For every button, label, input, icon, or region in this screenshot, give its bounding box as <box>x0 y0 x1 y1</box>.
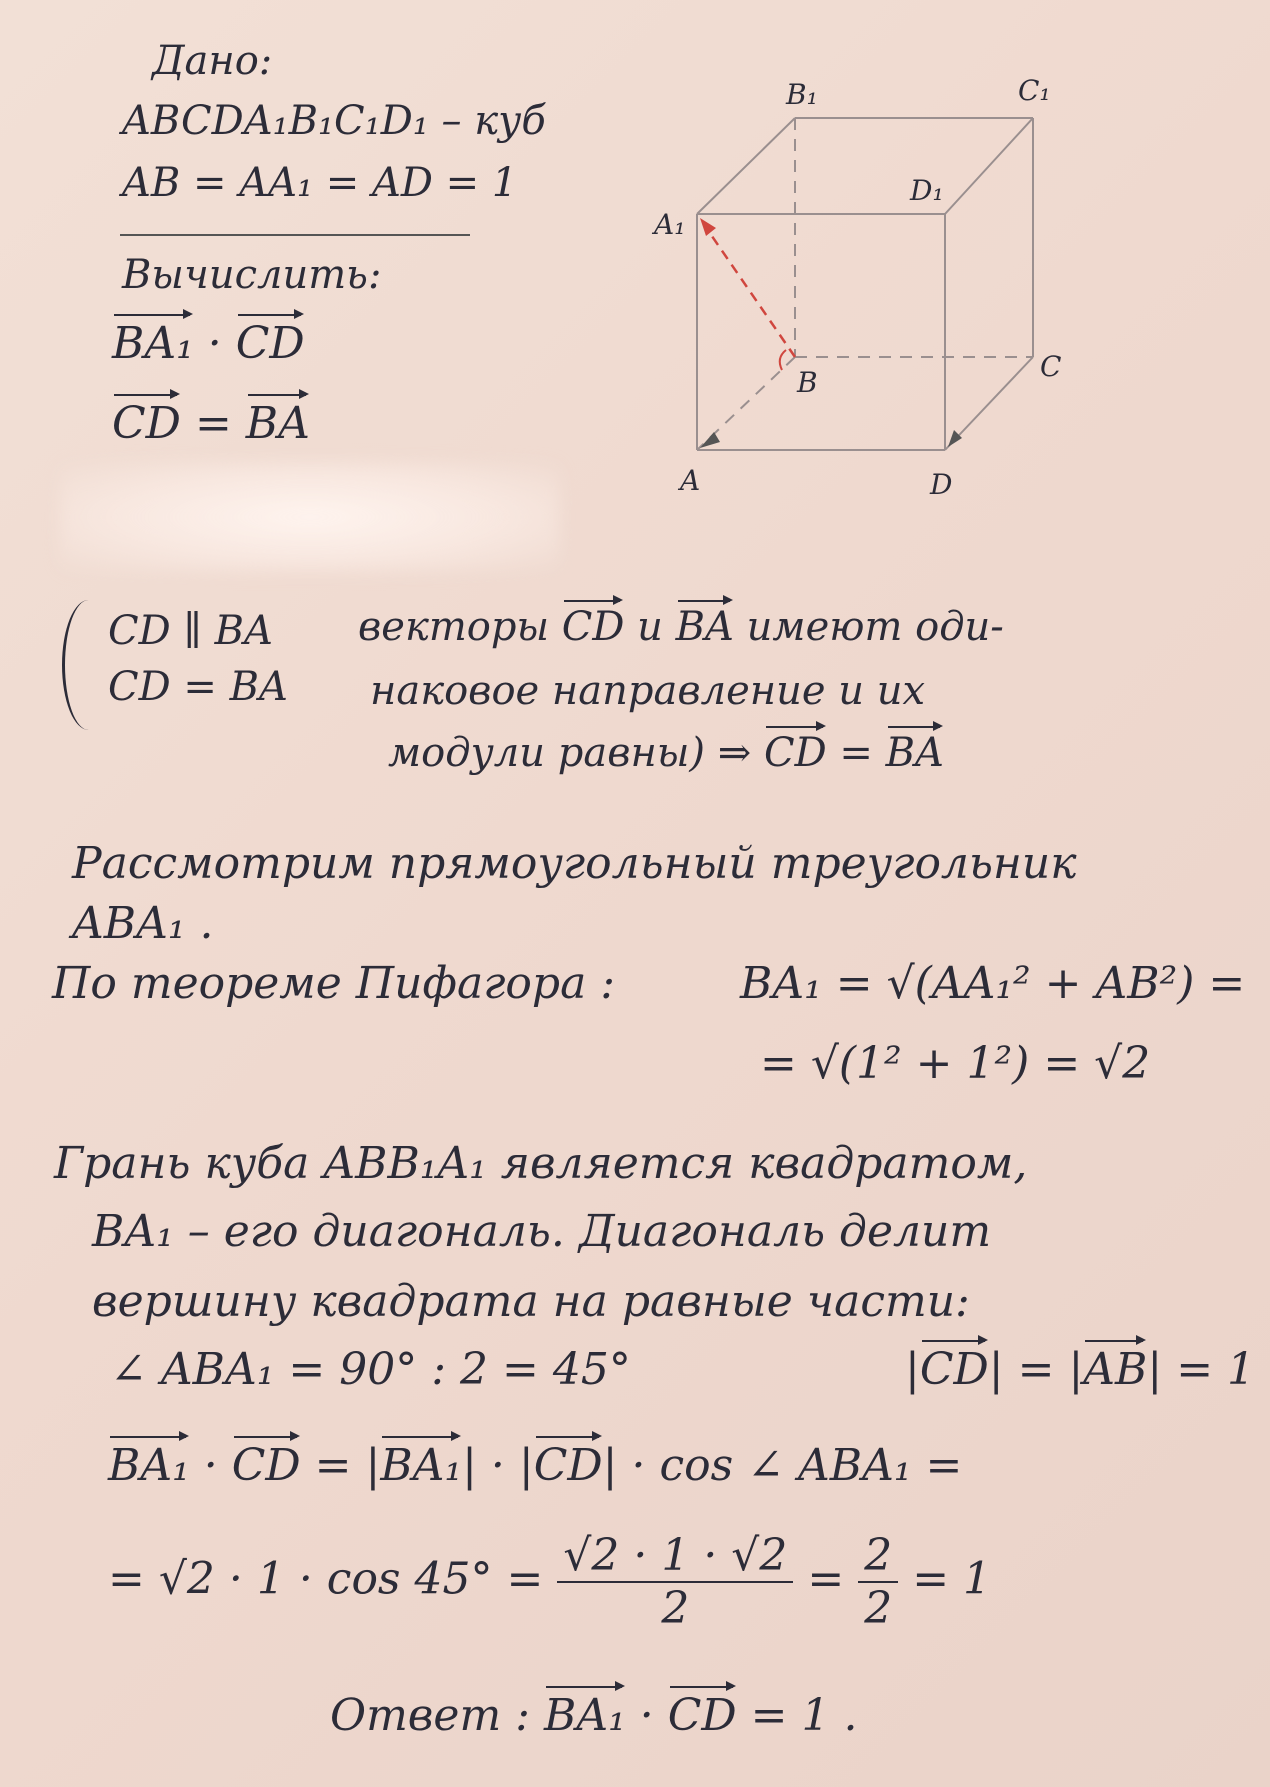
vector-ba: BA <box>675 604 734 650</box>
label-b1: B₁ <box>786 78 818 111</box>
calc-lead: = √2 · 1 · cos 45° = <box>108 1553 544 1605</box>
pythagoras-label: По теореме Пифагора : <box>52 958 616 1009</box>
fraction-2-numerator: 2 <box>858 1530 898 1583</box>
vector-cd: CD <box>667 1690 737 1741</box>
label-d1: D₁ <box>910 174 944 207</box>
dot-operator: · <box>625 1690 668 1741</box>
face-line-1: Грань куба ABB₁A₁ является квадратом, <box>54 1138 1028 1189</box>
vector-ab: AB <box>1083 1344 1148 1395</box>
vector-ba1: BA₁ <box>543 1690 626 1741</box>
vector-cd: CD <box>235 318 305 369</box>
equals-sign: = <box>826 730 886 776</box>
answer <box>330 1690 857 1741</box>
label-c1: C₁ <box>1018 74 1051 107</box>
answer-value: = 1 . <box>736 1690 858 1741</box>
given-line-1: ABCDA₁B₁C₁D₁ – куб <box>122 98 546 144</box>
triangle-line-1: Рассмотрим прямоугольный треугольник <box>72 838 1077 889</box>
modulus-mid: | = | <box>988 1344 1084 1395</box>
face-line-2: BA₁ – его диагональ. Диагональ делит <box>92 1206 992 1257</box>
fraction-1-numerator: √2 · 1 · √2 <box>557 1530 793 1583</box>
vector-ba: BA <box>245 398 310 449</box>
angle-expression: ∠ ABA₁ = 90° : 2 = 45° <box>110 1344 631 1395</box>
text-vectors: векторы <box>358 604 550 650</box>
label-a1: A₁ <box>654 208 686 241</box>
label-d: D <box>930 468 953 501</box>
given-line-2: AB = AA₁ = AD = 1 <box>122 160 518 206</box>
product-cos: | · cos ∠ ABA₁ = <box>602 1440 963 1491</box>
cube-diagram <box>0 0 1270 560</box>
vector-cd: CD <box>533 1440 603 1491</box>
vector-ba: BA <box>885 730 944 776</box>
modulus-suffix: | = 1 <box>1147 1344 1256 1395</box>
condition-parallel: CD ∥ BA <box>108 608 273 654</box>
vector-ba1: BA₁ <box>112 318 194 369</box>
product-formula <box>108 1440 962 1491</box>
label-a: A <box>680 464 701 497</box>
text-have: имеют оди- <box>746 604 1004 650</box>
text-modules: модули равны) ⇒ <box>388 730 752 776</box>
reasoning-line-1 <box>358 604 1004 650</box>
calculation <box>108 1530 991 1634</box>
vector-ba1: BA₁ <box>108 1440 190 1491</box>
fraction-2 <box>858 1530 898 1634</box>
dot-operator: · <box>189 1440 232 1491</box>
condition-equal: CD = BA <box>108 664 288 710</box>
fraction-1-denominator: 2 <box>661 1583 690 1634</box>
vector-cd: CD <box>561 604 625 650</box>
text-and: и <box>637 604 663 650</box>
equals-sign: = <box>180 398 246 449</box>
product-mid: | · | <box>462 1440 534 1491</box>
vector-cd: CD <box>231 1440 301 1491</box>
modulus-expression <box>905 1344 1255 1395</box>
vector-ba1: BA₁ <box>380 1440 463 1491</box>
given-heading: Дано: <box>152 38 273 84</box>
label-c: C <box>1040 350 1062 383</box>
vector-cd: CD <box>763 730 827 776</box>
pythagoras-expr-2: = √(1² + 1²) = √2 <box>760 1038 1151 1089</box>
pythagoras-expr-1: BA₁ = √(AA₁² + AB²) = <box>740 958 1246 1009</box>
reasoning-line-3 <box>388 730 944 776</box>
product-eq: = | <box>300 1440 381 1491</box>
vector-cd: CD <box>112 398 181 449</box>
compute-heading: Вычислить: <box>122 252 382 298</box>
vector-cd: CD <box>919 1344 989 1395</box>
dot-operator: · <box>193 318 236 369</box>
calc-eq: = <box>807 1553 845 1605</box>
fraction-1 <box>557 1530 793 1634</box>
face-line-3: вершину квадрата на равные части: <box>92 1276 970 1327</box>
modulus-bar: | <box>905 1344 920 1395</box>
label-b: B <box>797 366 818 399</box>
calc-tail: = 1 <box>912 1553 992 1605</box>
answer-label: Ответ : <box>330 1690 530 1741</box>
fraction-2-denominator: 2 <box>864 1583 893 1634</box>
triangle-line-2: ABA₁ . <box>72 898 214 949</box>
reasoning-line-2: наковое направление и их <box>370 668 926 714</box>
